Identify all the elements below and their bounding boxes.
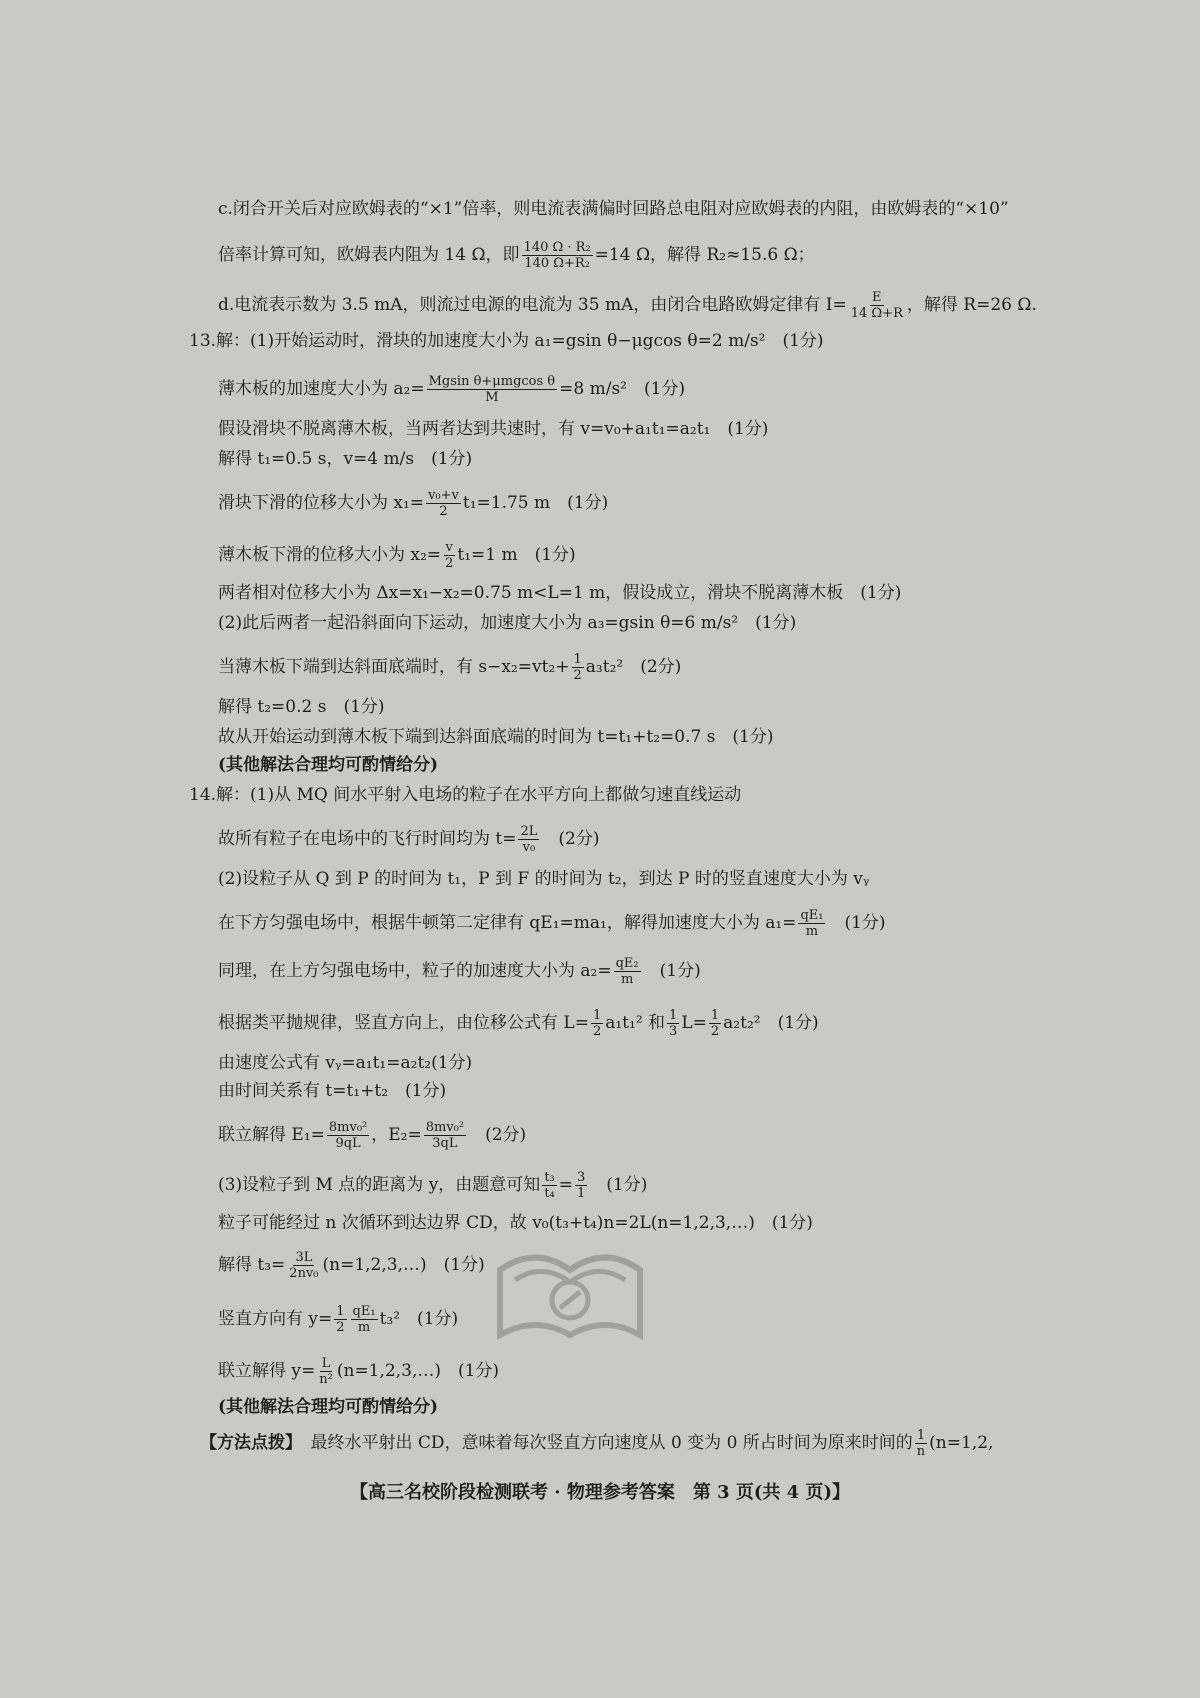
fraction: $\frac{\text{v₀+v}}{2}$ (428, 488, 459, 519)
text-line: 假设滑块不脱离薄木板，当两者达到共速时，有 v=v₀+a₁t₁=a₂t₁ (1分) (218, 419, 769, 439)
text-line: 同理，在上方匀强电场中，粒子的加速度大小为 a₂= $\frac{\text{qE₂}}{m}$ (1分) (218, 956, 701, 987)
page-footer: 【高三名校阶段检测联考 · 物理参考答案 第 3 页(共 4 页)】 (350, 1482, 850, 1503)
fraction: $\frac{3}{1}$ (577, 1170, 586, 1201)
text-line: 联立解得 y= $\frac{L}{\text{n²}}$ (n=1,2,3,…) (1分) (218, 1356, 500, 1387)
text-line: 薄木板的加速度大小为 a₂= $\frac{\text{Mgsin θ+μmgcos θ}}{M}$ =8 m/s² (1分) (218, 374, 686, 405)
text-line: 当薄木板下端到达斜面底端时，有 s−x₂=vt₂+ $\frac{1}{2}$ a₃t₂² (2分) (218, 652, 682, 683)
fraction: $\frac{\text{140 Ω · R₂}}{\text{140 Ω+R₂}}$ (523, 240, 591, 271)
fraction: $\frac{\text{8mv₀²}}{9qL}$ (328, 1120, 368, 1151)
text-line: c.闭合开关后对应欧姆表的“×1”倍率，则电流表满偏时回路总电阻对应欧姆表的内阻，由欧姆表的“×10” (218, 199, 1009, 219)
fraction: $\frac{\text{8mv₀²}}{3qL}$ (425, 1120, 465, 1151)
fraction: $\frac{\text{Mgsin θ+μmgcos θ}}{M}$ (428, 374, 556, 405)
text-line: 联立解得 E₁= $\frac{\text{8mv₀²}}{9qL}$ ，E₂= $\frac{\text{8mv₀²}}{3qL}$ (2分) (218, 1120, 527, 1151)
fraction: $\frac{1}{2}$ (710, 1008, 720, 1039)
fraction: $\frac{v}{2}$ (445, 540, 454, 571)
book-logo-watermark (490, 1240, 650, 1350)
fraction: $\frac{L}{\text{n²}}$ (319, 1356, 333, 1387)
fraction: $\frac{\text{qE₂}}{m}$ (615, 956, 639, 987)
text-line: 解得 t₁=0.5 s，v=4 m/s (1分) (218, 449, 473, 469)
text-line: 故所有粒子在电场中的飞行时间均为 t= $\frac{2L}{\text{v₀}}$ (2分) (218, 824, 600, 855)
question-13-line: 13.解：(1)开始运动时，滑块的加速度大小为 a₁=gsin θ−μgcos θ=2 m/s² (1分) (189, 331, 824, 351)
text-line: (2)设粒子从 Q 到 P 的时间为 t₁，P 到 F 的时间为 t₂，到达 P 时的竖直速度大小为 vᵧ (218, 869, 870, 889)
text-line: 粒子可能经过 n 次循环到达边界 CD，故 v₀(t₃+t₄)n=2L(n=1,2,3,…) (1分) (218, 1213, 813, 1233)
text-line: 竖直方向有 y= $\frac{1}{2}$ $\frac{\text{qE₁}}{m}$ t₃² (1分) (218, 1304, 459, 1335)
fraction: $\frac{\text{t₃}}{\text{t₄}}$ (544, 1170, 555, 1201)
fraction: $\frac{3L}{\text{2nv₀}}$ (289, 1250, 319, 1281)
question-14-line: 14.解：(1)从 MQ 间水平射入电场的粒子在水平方向上都做匀速直线运动 (189, 785, 742, 805)
text-line: 由时间关系有 t=t₁+t₂ (1分) (218, 1081, 447, 1101)
fraction: $\frac{1}{2}$ (573, 652, 582, 683)
fraction: $\frac{1}{2}$ (592, 1008, 602, 1039)
fraction: $\frac{1}{3}$ (669, 1008, 678, 1039)
fraction: $\frac{\text{qE₁}}{m}$ (800, 908, 824, 939)
method-tip: 【方法点拨】 最终水平射出 CD，意味着每次竖直方向速度从 0 变为 0 所占时间为原来时间的 $\frac{1}{n}$ (n=1,2, (200, 1428, 994, 1459)
fraction: $\frac{1}{2}$ (336, 1304, 345, 1335)
text-line: 解得 t₂=0.2 s (1分) (218, 697, 385, 717)
fraction: $\frac{E}{14 \Omega+R}$ (850, 290, 903, 321)
grading-note: (其他解法合理均可酌情给分) (218, 755, 439, 775)
fraction: $\frac{2L}{\text{v₀}}$ (520, 824, 538, 855)
fraction: $\frac{\text{qE₁}}{m}$ (352, 1304, 376, 1335)
text-line: 故从开始运动到薄木板下端到达斜面底端的时间为 t=t₁+t₂=0.7 s (1分) (218, 727, 774, 747)
text-line: d.电流表示数为 3.5 mA，则流过电源的电流为 35 mA，由闭合电路欧姆定律有 I= $\frac{E}{14 \Omega+R}$ ，解得 R=26 Ω. (218, 290, 1037, 321)
text-line: 在下方匀强电场中，根据牛顿第二定律有 qE₁=ma₁，解得加速度大小为 a₁= $\frac{\text{qE₁}}{m}$ (1分) (218, 908, 886, 939)
text-line: 由速度公式有 vᵧ=a₁t₁=a₂t₂(1分) (218, 1053, 473, 1073)
text-line: 两者相对位移大小为 Δx=x₁−x₂=0.75 m<L=1 m，假设成立，滑块不脱离薄木板 (1分) (218, 583, 902, 603)
text-line: 薄木板下滑的位移大小为 x₂= $\frac{v}{2}$ t₁=1 m (1分) (218, 540, 576, 571)
text-line: (3)设粒子到 M 点的距离为 y，由题意可知 $\frac{\text{t₃}}{\text{t₄}}$ = $\frac{3}{1}$ (1分) (218, 1170, 648, 1201)
text-line: 根据类平抛规律，竖直方向上，由位移公式有 L= $\frac{1}{2}$ a₁t₁² 和 $\frac{1}{3}$ L= $\frac{1}{2}$ a₂t₂² (1分) (218, 1008, 819, 1039)
method-tip-label: 【方法点拨】 (200, 1433, 294, 1453)
fraction: $\frac{1}{n}$ (916, 1428, 926, 1459)
text-line: 滑块下滑的位移大小为 x₁= $\frac{\text{v₀+v}}{2}$ t₁=1.75 m (1分) (218, 488, 609, 519)
text-line: 解得 t₃= $\frac{3L}{\text{2nv₀}}$ (n=1,2,3,…) (1分) (218, 1250, 485, 1281)
text-line: 倍率计算可知，欧姆表内阻为 14 Ω，即 $\frac{\text{140 Ω · R₂}}{\text{140 Ω+R₂}}$ =14 Ω，解得 R₂≈15.6 Ω； (218, 240, 815, 271)
text-line: (2)此后两者一起沿斜面向下运动，加速度大小为 a₃=gsin θ=6 m/s² (1分) (218, 613, 797, 633)
grading-note: (其他解法合理均可酌情给分) (218, 1397, 439, 1417)
